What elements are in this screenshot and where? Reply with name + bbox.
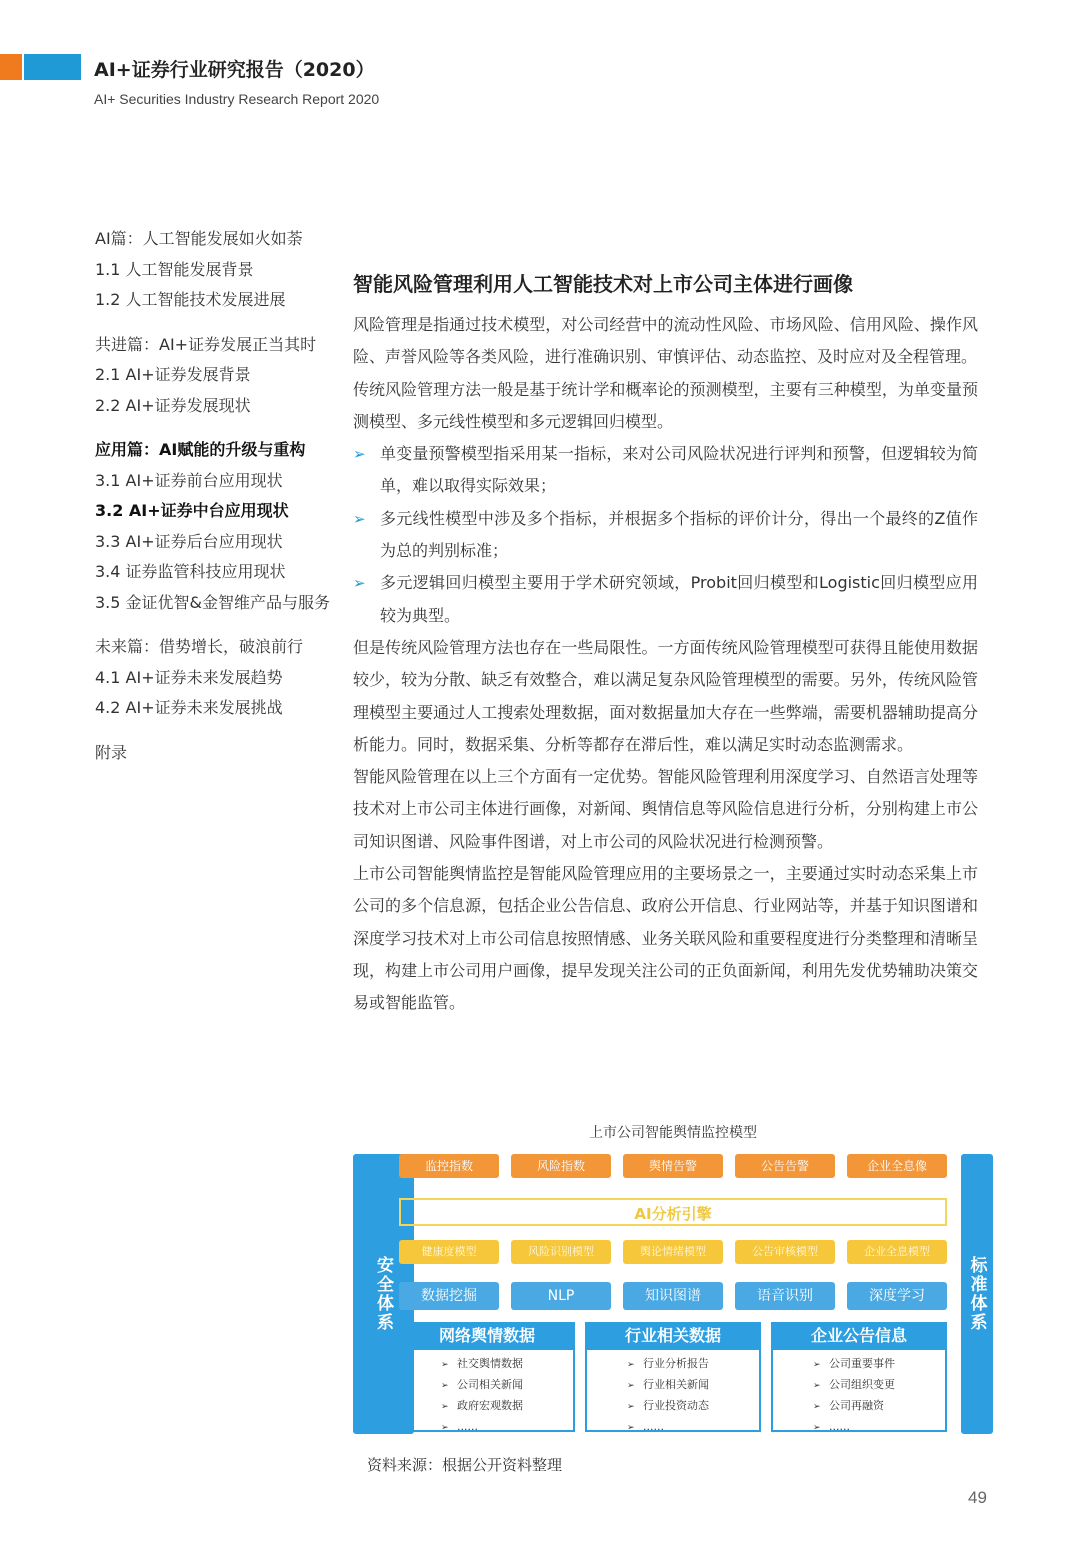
output-chip: 监控指数 xyxy=(399,1154,499,1178)
data-source-column xyxy=(585,1322,761,1432)
toc-item[interactable]: 1.1 人工智能发展背景 xyxy=(95,259,254,279)
output-chip: 公告告警 xyxy=(735,1154,835,1178)
list-item: ➢ 社交舆情数据 xyxy=(441,1354,573,1375)
arrow-bullet-icon: ➢ xyxy=(353,445,366,464)
toc-item[interactable]: AI篇：人工智能发展如火如荼 xyxy=(95,229,303,248)
arrow-icon: ➢ xyxy=(441,1402,449,1412)
header-orange-bar xyxy=(0,54,22,80)
technology-row xyxy=(399,1282,947,1310)
list-item: ➢ 政府宏观数据 xyxy=(441,1396,573,1417)
arrow-icon: ➢ xyxy=(627,1402,635,1412)
list-item: ➢ 公司相关新闻 xyxy=(441,1375,573,1396)
arrow-icon: ➢ xyxy=(813,1381,821,1391)
table-of-contents xyxy=(95,224,350,768)
bullet-text: 多元线性模型中涉及多个指标，并根据多个指标的评价计分，得出一个最终的Z值作为总的判别标准； xyxy=(380,508,978,561)
arrow-bullet-icon: ➢ xyxy=(353,574,366,593)
bullet-text: 单变量预警模型指采用某一指标，来对公司风险状况进行评判和预警，但逻辑较为简单，难以取得实际效果； xyxy=(380,444,978,496)
source-note: 资料来源：根据公开资料整理 xyxy=(367,1456,563,1474)
data-source-list xyxy=(585,1350,761,1432)
toc-group-ai xyxy=(95,224,350,316)
technology-chip: 深度学习 xyxy=(847,1282,947,1310)
output-chip: 舆情告警 xyxy=(623,1154,723,1178)
paragraph: 但是传统风险管理方法也存在一些局限性。一方面传统风险管理模型可获得且能使用数据较少，较为分散、缺乏有效整合，难以满足复杂风险管理模型的需要。另外，传统风险管理模型主要通过人工搜索处理数据，面对数据量加大存在一些弊端，需要机器辅助提高分析能力。同时，数据采集、分析等都存在滞后性，难以满足实时动态监测需求。 xyxy=(353,637,978,754)
arrow-icon: ➢ xyxy=(813,1423,821,1433)
list-item: ➢ ...... xyxy=(441,1417,573,1438)
data-source-list xyxy=(771,1350,947,1432)
output-chip: 风险指数 xyxy=(511,1154,611,1178)
paragraph: 智能风险管理在以上三个方面有一定优势。智能风险管理利用深度学习、自然语言处理等技术对上市公司主体进行画像，对新闻、舆情信息等风险信息进行分析，分别构建上市公司知识图谱、风险事件图谱，对上市公司的风险状况进行检测预警。 xyxy=(353,767,978,851)
toc-item-current[interactable]: 3.2 AI+证券中台应用现状 xyxy=(95,501,289,520)
data-source-title: 企业公告信息 xyxy=(771,1322,947,1350)
arrow-icon: ➢ xyxy=(813,1360,821,1370)
toc-item[interactable]: 4.1 AI+证券未来发展趋势 xyxy=(95,667,283,687)
list-item: ➢ ...... xyxy=(813,1417,945,1438)
page-number: 49 xyxy=(968,1488,987,1507)
bullet-text: 多元逻辑回归模型主要用于学术研究领域，Probit回归模型和Logistic回归模型应用较为典型。 xyxy=(380,573,978,625)
arrow-icon: ➢ xyxy=(441,1360,449,1370)
arrow-icon: ➢ xyxy=(441,1423,449,1433)
toc-group-future xyxy=(95,632,350,724)
toc-item[interactable]: 3.3 AI+证券后台应用现状 xyxy=(95,531,283,551)
toc-item[interactable]: 2.2 AI+证券发展现状 xyxy=(95,395,251,415)
standard-system-bar xyxy=(961,1154,993,1434)
toc-item[interactable]: 共进篇：AI+证券发展正当其时 xyxy=(95,334,317,354)
toc-item-appendix[interactable]: 附录 xyxy=(95,742,128,762)
toc-item-active-section[interactable]: 应用篇：AI赋能的升级与重构 xyxy=(95,440,306,459)
data-source-title: 行业相关数据 xyxy=(585,1322,761,1350)
security-system-label: 安全体系 xyxy=(373,1256,393,1332)
model-chip: 公告审核模型 xyxy=(735,1240,835,1264)
list-item: ➢ 行业投资动态 xyxy=(627,1396,759,1417)
toc-item[interactable]: 未来篇：借势增长，破浪前行 xyxy=(95,637,304,656)
list-item: ➢ 行业分析报告 xyxy=(627,1354,759,1375)
monitoring-model-diagram xyxy=(353,1152,993,1436)
bullet-item xyxy=(353,503,978,568)
data-source-title: 网络舆情数据 xyxy=(399,1322,575,1350)
main-content xyxy=(353,268,978,1020)
arrow-icon: ➢ xyxy=(813,1402,821,1412)
report-subtitle: AI+ Securities Industry Research Report 2020 xyxy=(94,91,380,107)
list-item: ➢ ...... xyxy=(627,1417,759,1438)
data-source-column xyxy=(399,1322,575,1432)
technology-chip: 语音识别 xyxy=(735,1282,835,1310)
toc-item[interactable]: 3.4 证券监管科技应用现状 xyxy=(95,562,286,581)
toc-item[interactable]: 4.2 AI+证券未来发展挑战 xyxy=(95,698,283,717)
standard-system-label: 标准体系 xyxy=(966,1256,987,1332)
section-heading: 智能风险管理利用人工智能技术对上市公司主体进行画像 xyxy=(353,272,853,296)
technology-chip: 知识图谱 xyxy=(623,1282,723,1310)
paragraph: 风险管理是指通过技术模型，对公司经营中的流动性风险、市场风险、信用风险、操作风险、声誉风险等各类风险，进行准确识别、审慎评估、动态监控、及时应对及全程管理。 xyxy=(353,315,978,367)
toc-item[interactable]: 3.5 金证优智&金智维产品与服务 xyxy=(95,592,331,612)
arrow-icon: ➢ xyxy=(627,1381,635,1391)
toc-item[interactable]: 2.1 AI+证券发展背景 xyxy=(95,365,251,384)
paragraph: 传统风险管理方法一般是基于统计学和概率论的预测模型，主要有三种模型，为单变量预测模型、多元线性模型和多元逻辑回归模型。 xyxy=(353,379,978,431)
header-blue-bar xyxy=(24,54,81,80)
arrow-icon: ➢ xyxy=(441,1381,449,1391)
output-chip: 企业全息像 xyxy=(847,1154,947,1178)
toc-item[interactable]: 1.2 人工智能技术发展进展 xyxy=(95,290,286,309)
arrow-icon: ➢ xyxy=(627,1360,635,1370)
model-chip: 健康度模型 xyxy=(399,1240,499,1264)
model-chip: 风险识别模型 xyxy=(511,1240,611,1264)
toc-group-application xyxy=(95,435,350,618)
toc-group-cooperation xyxy=(95,330,350,422)
data-source-list xyxy=(399,1350,575,1432)
arrow-icon: ➢ xyxy=(627,1423,635,1433)
technology-chip: 数据挖掘 xyxy=(399,1282,499,1310)
output-row xyxy=(399,1154,947,1178)
technology-chip: NLP xyxy=(511,1282,611,1310)
toc-item[interactable]: 3.1 AI+证券前台应用现状 xyxy=(95,470,283,490)
paragraph: 上市公司智能舆情监控是智能风险管理应用的主要场景之一，主要通过实时动态采集上市公司的多个信息源，包括企业公告信息、政府公开信息、行业网站等，并基于知识图谱和深度学习技术对上市公司信息按照情感、业务关联风险和重要程度进行分类整理和清晰呈现，构建上市公司用户画像，提早发现关注公司的正负面新闻，利用先发优势辅助决策交易或智能监管。 xyxy=(353,864,978,1013)
model-chip: 企业全息模型 xyxy=(847,1240,947,1264)
data-source-column xyxy=(771,1322,947,1432)
list-item: ➢ 公司重要事件 xyxy=(813,1354,945,1375)
figure-title: 上市公司智能舆情监控模型 xyxy=(589,1125,757,1141)
list-item: ➢ 公司再融资 xyxy=(813,1396,945,1417)
model-chip: 舆论情绪模型 xyxy=(623,1240,723,1264)
report-title: AI+证券行业研究报告（2020） xyxy=(94,59,375,81)
bullet-item xyxy=(353,567,978,632)
list-item: ➢ 公司组织变更 xyxy=(813,1375,945,1396)
ai-analysis-engine: AI分析引擎 xyxy=(399,1198,947,1226)
model-row xyxy=(399,1240,947,1264)
list-item: ➢ 行业相关新闻 xyxy=(627,1375,759,1396)
arrow-bullet-icon: ➢ xyxy=(353,509,366,528)
bullet-item xyxy=(353,438,978,503)
